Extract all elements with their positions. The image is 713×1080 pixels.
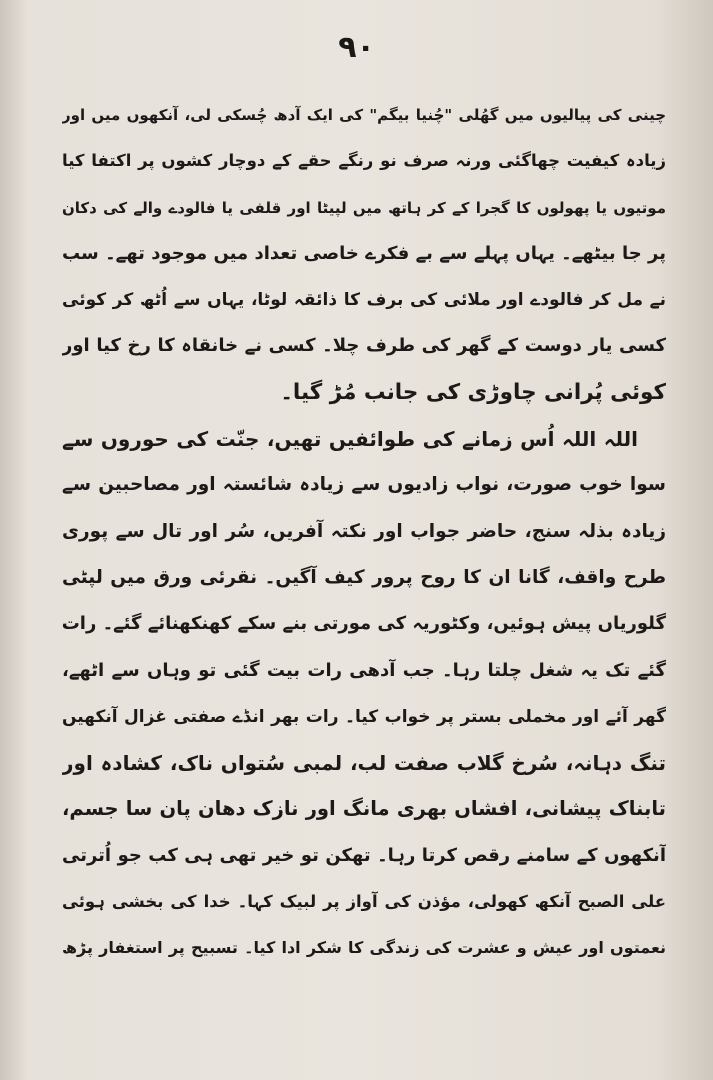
text-line: چینی کی پیالیوں میں گھُلی "چُنیا بیگم" کی ایک آدھ چُسکی لی، آنکھوں میں اور bbox=[62, 106, 666, 124]
text-line: موتیوں یا پھولوں کا گجرا کے کر ہاتھ میں لپیٹا اور قلفی یا فالودے والے کی دکان bbox=[62, 198, 666, 217]
text-line: طرح واقف، گانا ان کا روح پرور کیف آگیں۔ نقرئی ورق میں لپٹی bbox=[62, 566, 666, 588]
text-line: گئے تک یہ شغل چلتا رہا۔ جب آدھی رات بیت گئی تو وہاں سے اٹھے، bbox=[62, 659, 666, 681]
text-line: کوئی پُرانی چاوڑی کی جانب مُڑ گیا۔ bbox=[280, 379, 666, 405]
text-line: زیادہ کیفیت چھاگئی ورنہ صرف نو رنگے حقے کے دوچار کشوں پر اکتفا کیا bbox=[62, 151, 666, 171]
text-line: زیادہ بذلہ سنج، حاضر جواب اور نکتہ آفریں، سُر اور تال سے پوری bbox=[62, 520, 666, 542]
paragraph-start-line: اللہ اللہ اُس زمانے کی طوائفیں تھیں، جنّت کی حوروں سے bbox=[62, 427, 638, 452]
text-line: گلوریاں پیش ہوئیں، وکٹوریہ کی مورتی بنے سکے کھنکھنائے گئے۔ رات bbox=[62, 613, 666, 635]
text-line: علی الصبح آنکھ کھولی، مؤذن کی آواز پر لبیک کہا۔ خدا کی بخشی ہوئی bbox=[62, 892, 666, 912]
text-line: پر جا بیٹھے۔ یہاں پہلے سے بے فکرے خاصی تعداد میں موجود تھے۔ سب bbox=[62, 242, 666, 264]
text-line: تنگ دہانہ، سُرخ گلاب صفت لب، لمبی سُتواں ناک، کشادہ اور bbox=[62, 751, 666, 776]
page-number: ۹۰ bbox=[338, 30, 375, 65]
text-line: نعمتوں اور عیش و عشرت کی زندگی کا شکر ادا کیا۔ تسبیح پر استغفار پڑھ bbox=[62, 938, 666, 958]
text-line: کسی یار دوست کے گھر کی طرف چلا۔ کسی نے خانقاہ کا رخ کیا اور bbox=[62, 335, 666, 357]
text-line: گھر آئے اور مخملی بستر پر خواب کیا۔ رات بھر انڈے صفتی غزال آنکھیں bbox=[62, 706, 666, 727]
text-line: سوا خوب صورت، نواب زادیوں سے زیادہ شائستہ اور مصاحبین سے bbox=[62, 474, 666, 496]
text-line: تابناک پیشانی، افشاں بھری مانگ اور نازک دھان پان سا جسم، bbox=[62, 797, 666, 821]
page-text bbox=[62, 92, 666, 972]
text-line: نے مل کر فالودے اور ملائی کی برف کا ذائقہ لوٹا، یہاں سے اُٹھ کر کوئی bbox=[62, 290, 666, 311]
text-line: آنکھوں کے سامنے رقص کرتا رہا۔ تھکن تو خیر تھی ہی کب جو اُترتی bbox=[62, 844, 666, 866]
